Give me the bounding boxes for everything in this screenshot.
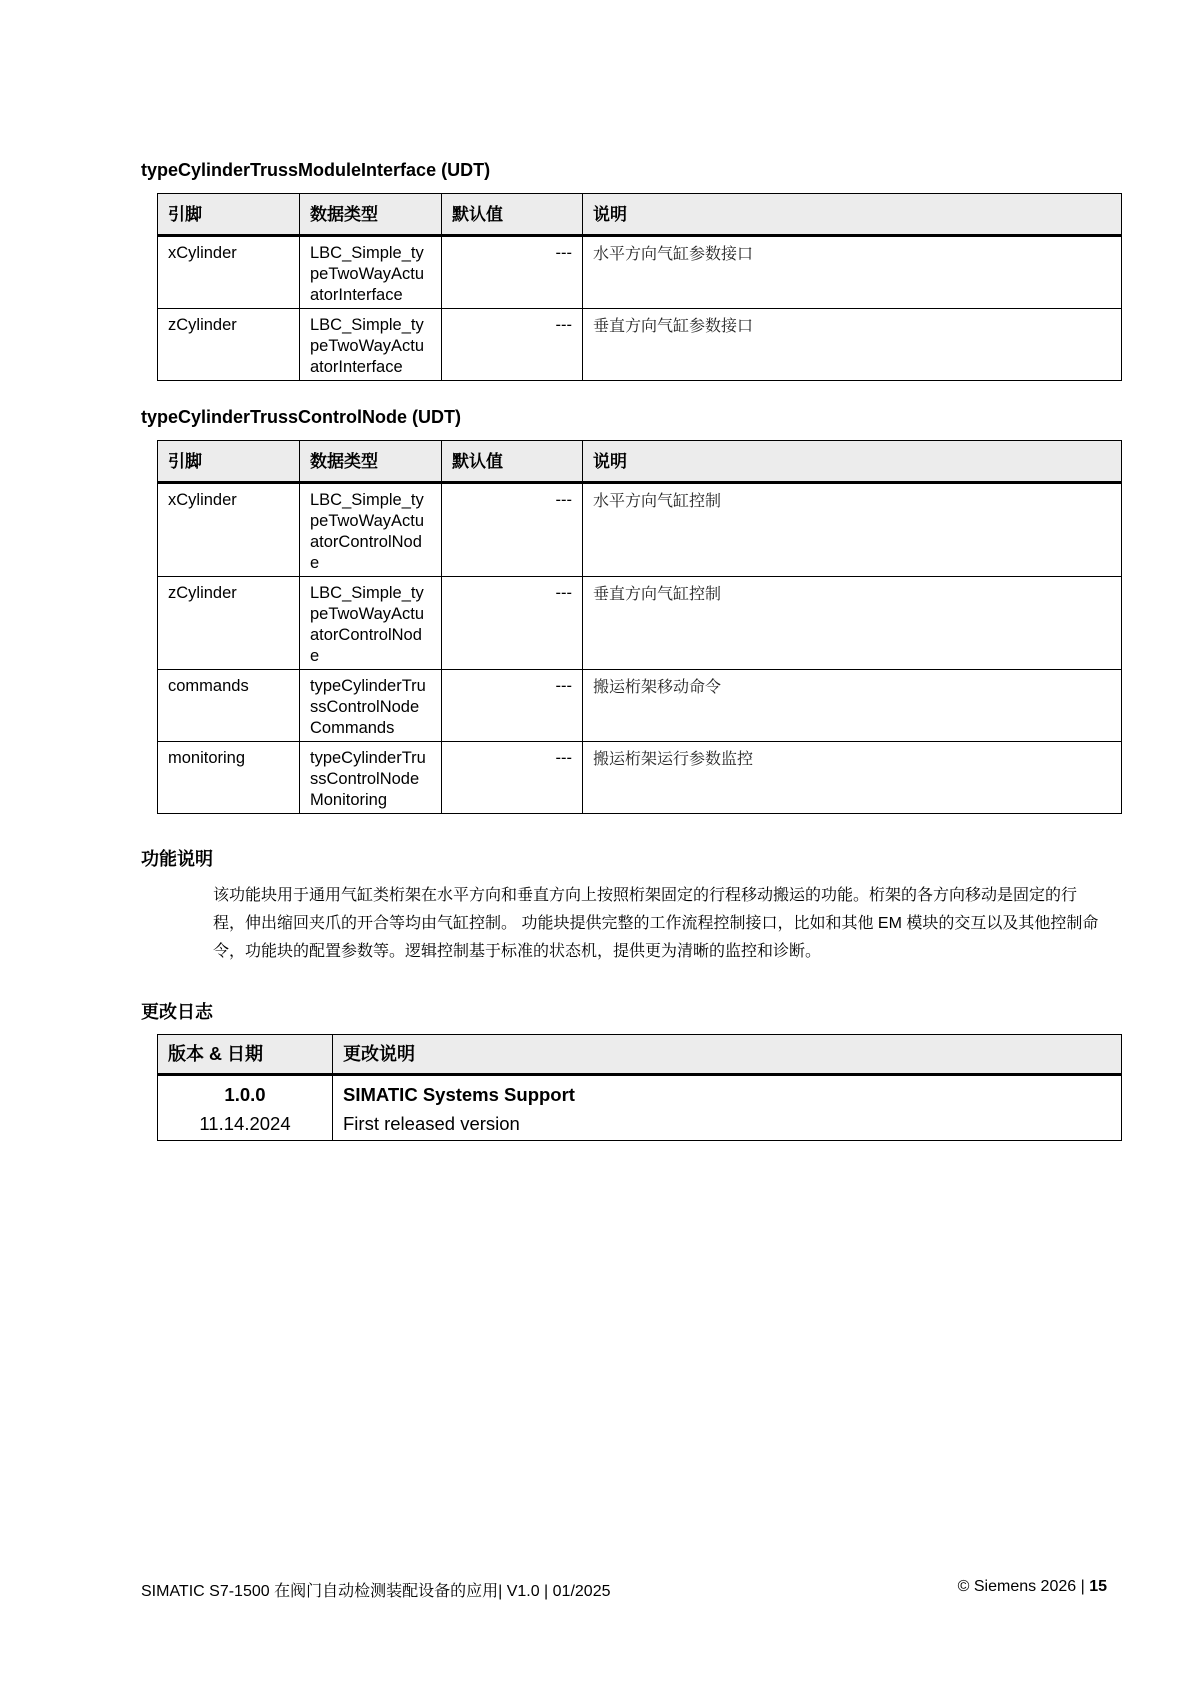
changelog-title: 更改日志 (141, 1002, 213, 1022)
changelog-author: SIMATIC Systems Support (343, 1084, 575, 1105)
table-header-row (158, 194, 1122, 236)
column-header-pin: 引脚 (158, 441, 300, 483)
column-header-type: 数据类型 (300, 194, 442, 236)
cell-desc: 搬运桁架运行参数监控 (583, 742, 1122, 814)
table-row (158, 742, 1122, 814)
column-header-type: 数据类型 (300, 441, 442, 483)
changelog-table (157, 1034, 1122, 1141)
table2-title: typeCylinderTrussControlNode (UDT) (141, 407, 462, 427)
cell-type: typeCylinderTrussControlNodeCommands (300, 670, 442, 742)
table-module-interface (157, 193, 1122, 381)
changelog-version: 1.0.0 (224, 1084, 266, 1105)
column-header-version-date: 版本 & 日期 (158, 1035, 333, 1075)
table-header-row (158, 441, 1122, 483)
cell-type: LBC_Simple_typeTwoWayActuatorInterface (300, 309, 442, 381)
table-row (158, 309, 1122, 381)
table-row (158, 483, 1122, 577)
cell-desc: 垂直方向气缸参数接口 (583, 309, 1122, 381)
changelog-date: 11.14.2024 (199, 1113, 291, 1134)
cell-type: typeCylinderTrussControlNodeMonitoring (300, 742, 442, 814)
column-header-default: 默认值 (442, 441, 583, 483)
column-header-desc: 说明 (583, 441, 1122, 483)
footer-document-title: SIMATIC S7-1500 在阀门自动检测装配设备的应用| V1.0 | 01/2025 (141, 1583, 611, 1600)
cell-desc: 搬运桁架移动命令 (583, 670, 1122, 742)
cell-default: --- (442, 309, 583, 381)
table-control-node (157, 440, 1122, 814)
table-row (158, 236, 1122, 309)
cell-pin: zCylinder (158, 577, 300, 670)
column-header-change-note: 更改说明 (333, 1035, 1122, 1075)
footer-copyright-text: © Siemens 2026 | (957, 1578, 1090, 1595)
cell-pin: monitoring (158, 742, 300, 814)
footer-copyright (958, 1578, 1107, 1596)
column-header-default: 默认值 (442, 194, 583, 236)
cell-type: LBC_Simple_typeTwoWayActuatorControlNode (300, 483, 442, 577)
cell-pin: xCylinder (158, 236, 300, 309)
cell-type: LBC_Simple_typeTwoWayActuatorControlNode (300, 577, 442, 670)
table-row (158, 670, 1122, 742)
cell-default: --- (442, 670, 583, 742)
cell-desc: 水平方向气缸参数接口 (583, 236, 1122, 309)
changelog-description (333, 1075, 1122, 1141)
changelog-note: First released version (343, 1113, 520, 1134)
footer-page-number: 15 (1089, 1578, 1107, 1595)
cell-default: --- (442, 742, 583, 814)
function-description: 该功能块用于通用气缸类桁架在水平方向和垂直方向上按照桁架固定的行程移动搬运的功能。桁架的各方向移动是固定的行程，伸出缩回夹爪的开合等均由气缸控制。 功能块提供完整的工作流程控制接口，比如和其他 EM 模块的交互以及其他控制命令，功能块的配置参数等。逻辑控制基于标准的状态机，提供更为清晰的监控和诊断。 (213, 887, 1099, 960)
table-row (158, 577, 1122, 670)
cell-type: LBC_Simple_typeTwoWayActuatorInterface (300, 236, 442, 309)
column-header-desc: 说明 (583, 194, 1122, 236)
cell-default: --- (442, 577, 583, 670)
cell-default: --- (442, 483, 583, 577)
cell-default: --- (442, 236, 583, 309)
table1-title: typeCylinderTrussModuleInterface (UDT) (141, 160, 491, 180)
function-section-title: 功能说明 (141, 849, 213, 869)
cell-pin: commands (158, 670, 300, 742)
cell-pin: xCylinder (158, 483, 300, 577)
cell-desc: 水平方向气缸控制 (583, 483, 1122, 577)
cell-desc: 垂直方向气缸控制 (583, 577, 1122, 670)
changelog-version-date (158, 1075, 333, 1141)
column-header-pin: 引脚 (158, 194, 300, 236)
table-header-row (158, 1035, 1122, 1075)
cell-pin: zCylinder (158, 309, 300, 381)
table-row (158, 1075, 1122, 1141)
